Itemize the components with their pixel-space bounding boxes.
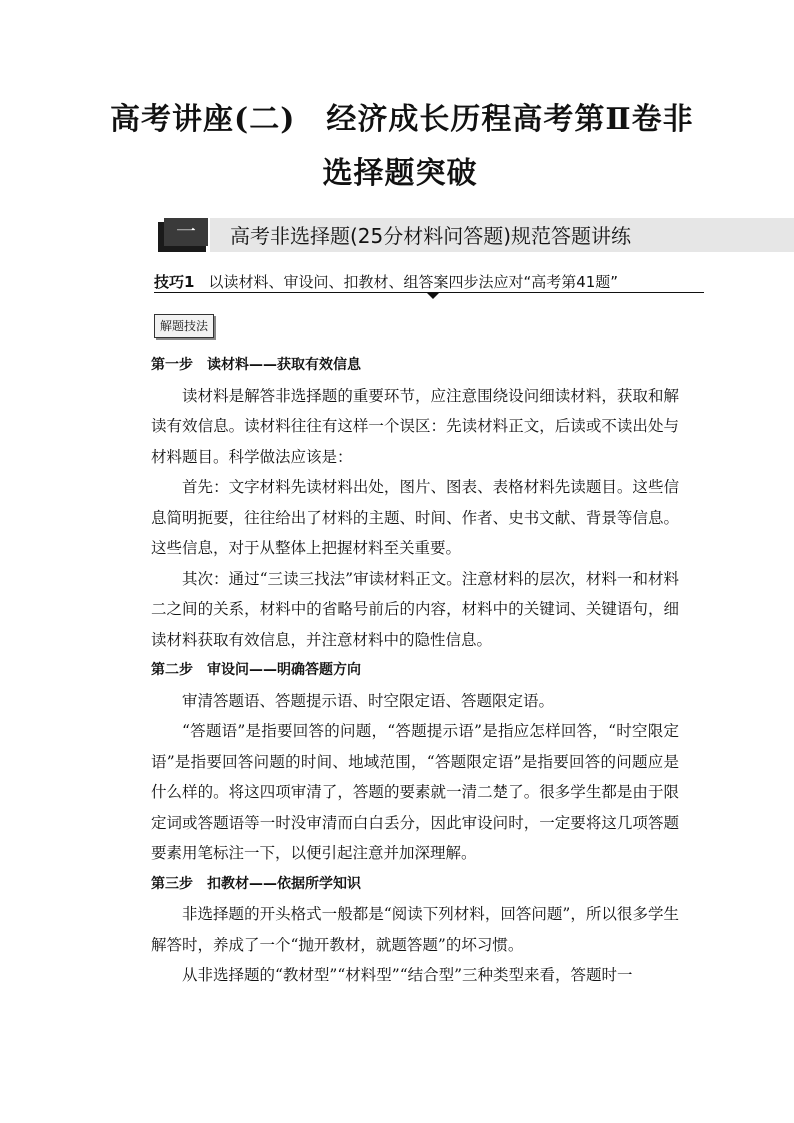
step-heading-1: 第一步 读材料——获取有效信息 (151, 357, 361, 373)
tip-heading (154, 270, 704, 294)
body-text (151, 350, 679, 991)
tip-text: 以读材料、审设问、扣教材、组答案四步法应对“高考第41题” (208, 273, 619, 291)
step-heading-2: 第二步 审设问——明确答题方向 (151, 662, 361, 678)
section-title: 高考非选择题(25分材料问答题)规范答题讲练 (230, 224, 632, 248)
paragraph-4: 审清答题语、答题提示语、时空限定语、答题限定语。 (182, 691, 555, 710)
paragraph-2: 首先：文字材料先读材料出处，图片、图表、表格材料先读题目。这些信息简明扼要，往往给出了材料的主题、时间、作者、史书文献、背景等信息。这些信息，对于从整体上把握材料至关重要。 (151, 478, 679, 557)
paragraph-3: 其次：通过“三读三找法”审读材料正文。注意材料的层次，材料一和材料二之间的关系，材料中的省略号前后的内容，材料中的关键词、关键语句，细读材料获取有效信息，并注意材料中的隐性信息。 (151, 569, 679, 649)
title-line-1: 高考讲座(二) 经济成长历程高考第Ⅱ卷非 (110, 102, 694, 137)
section-number-badge: 一 (164, 218, 208, 246)
paragraph-7: 从非选择题的“教材型”“材料型”“结合型”三种类型来看，答题时一 (182, 966, 633, 984)
paragraph-6: 非选择题的开头格式一般都是“阅读下列材料，回答问题”，所以很多学生解答时，养成了一个“抛开教材，就题答题”的坏习惯。 (151, 905, 679, 954)
step-heading-3: 第三步 扣教材——依据所学知识 (151, 875, 361, 892)
method-tag: 解题技法 (154, 314, 214, 338)
paragraph-1: 读材料是解答非选择题的重要环节，应注意围绕设问细读材料，获取和解读有效信息。读材料往往有这样一个误区：先读材料正文，后读或不读出处与材料题目。科学做法应该是： (151, 386, 679, 466)
paragraph-5: “答题语”是指要回答的问题，“答题提示语”是指应怎样回答，“时空限定语”是指要回答问题的时间、地域范围，“答题限定语”是指要回答的问题应是什么样的。将这四项审清了，答题的要素就一清二楚了。很多学生都是由于限定词或答题语等一时没审清而白白丢分，因此审设问时，一定要将这几项答题要素用笔标注一下，以便引起注意并加深理解。 (151, 722, 679, 862)
section-banner (158, 218, 794, 254)
title-line-2: 选择题突破 (322, 156, 478, 191)
tip-label: 技巧1 (154, 273, 195, 291)
tip-marker-icon (426, 292, 440, 299)
